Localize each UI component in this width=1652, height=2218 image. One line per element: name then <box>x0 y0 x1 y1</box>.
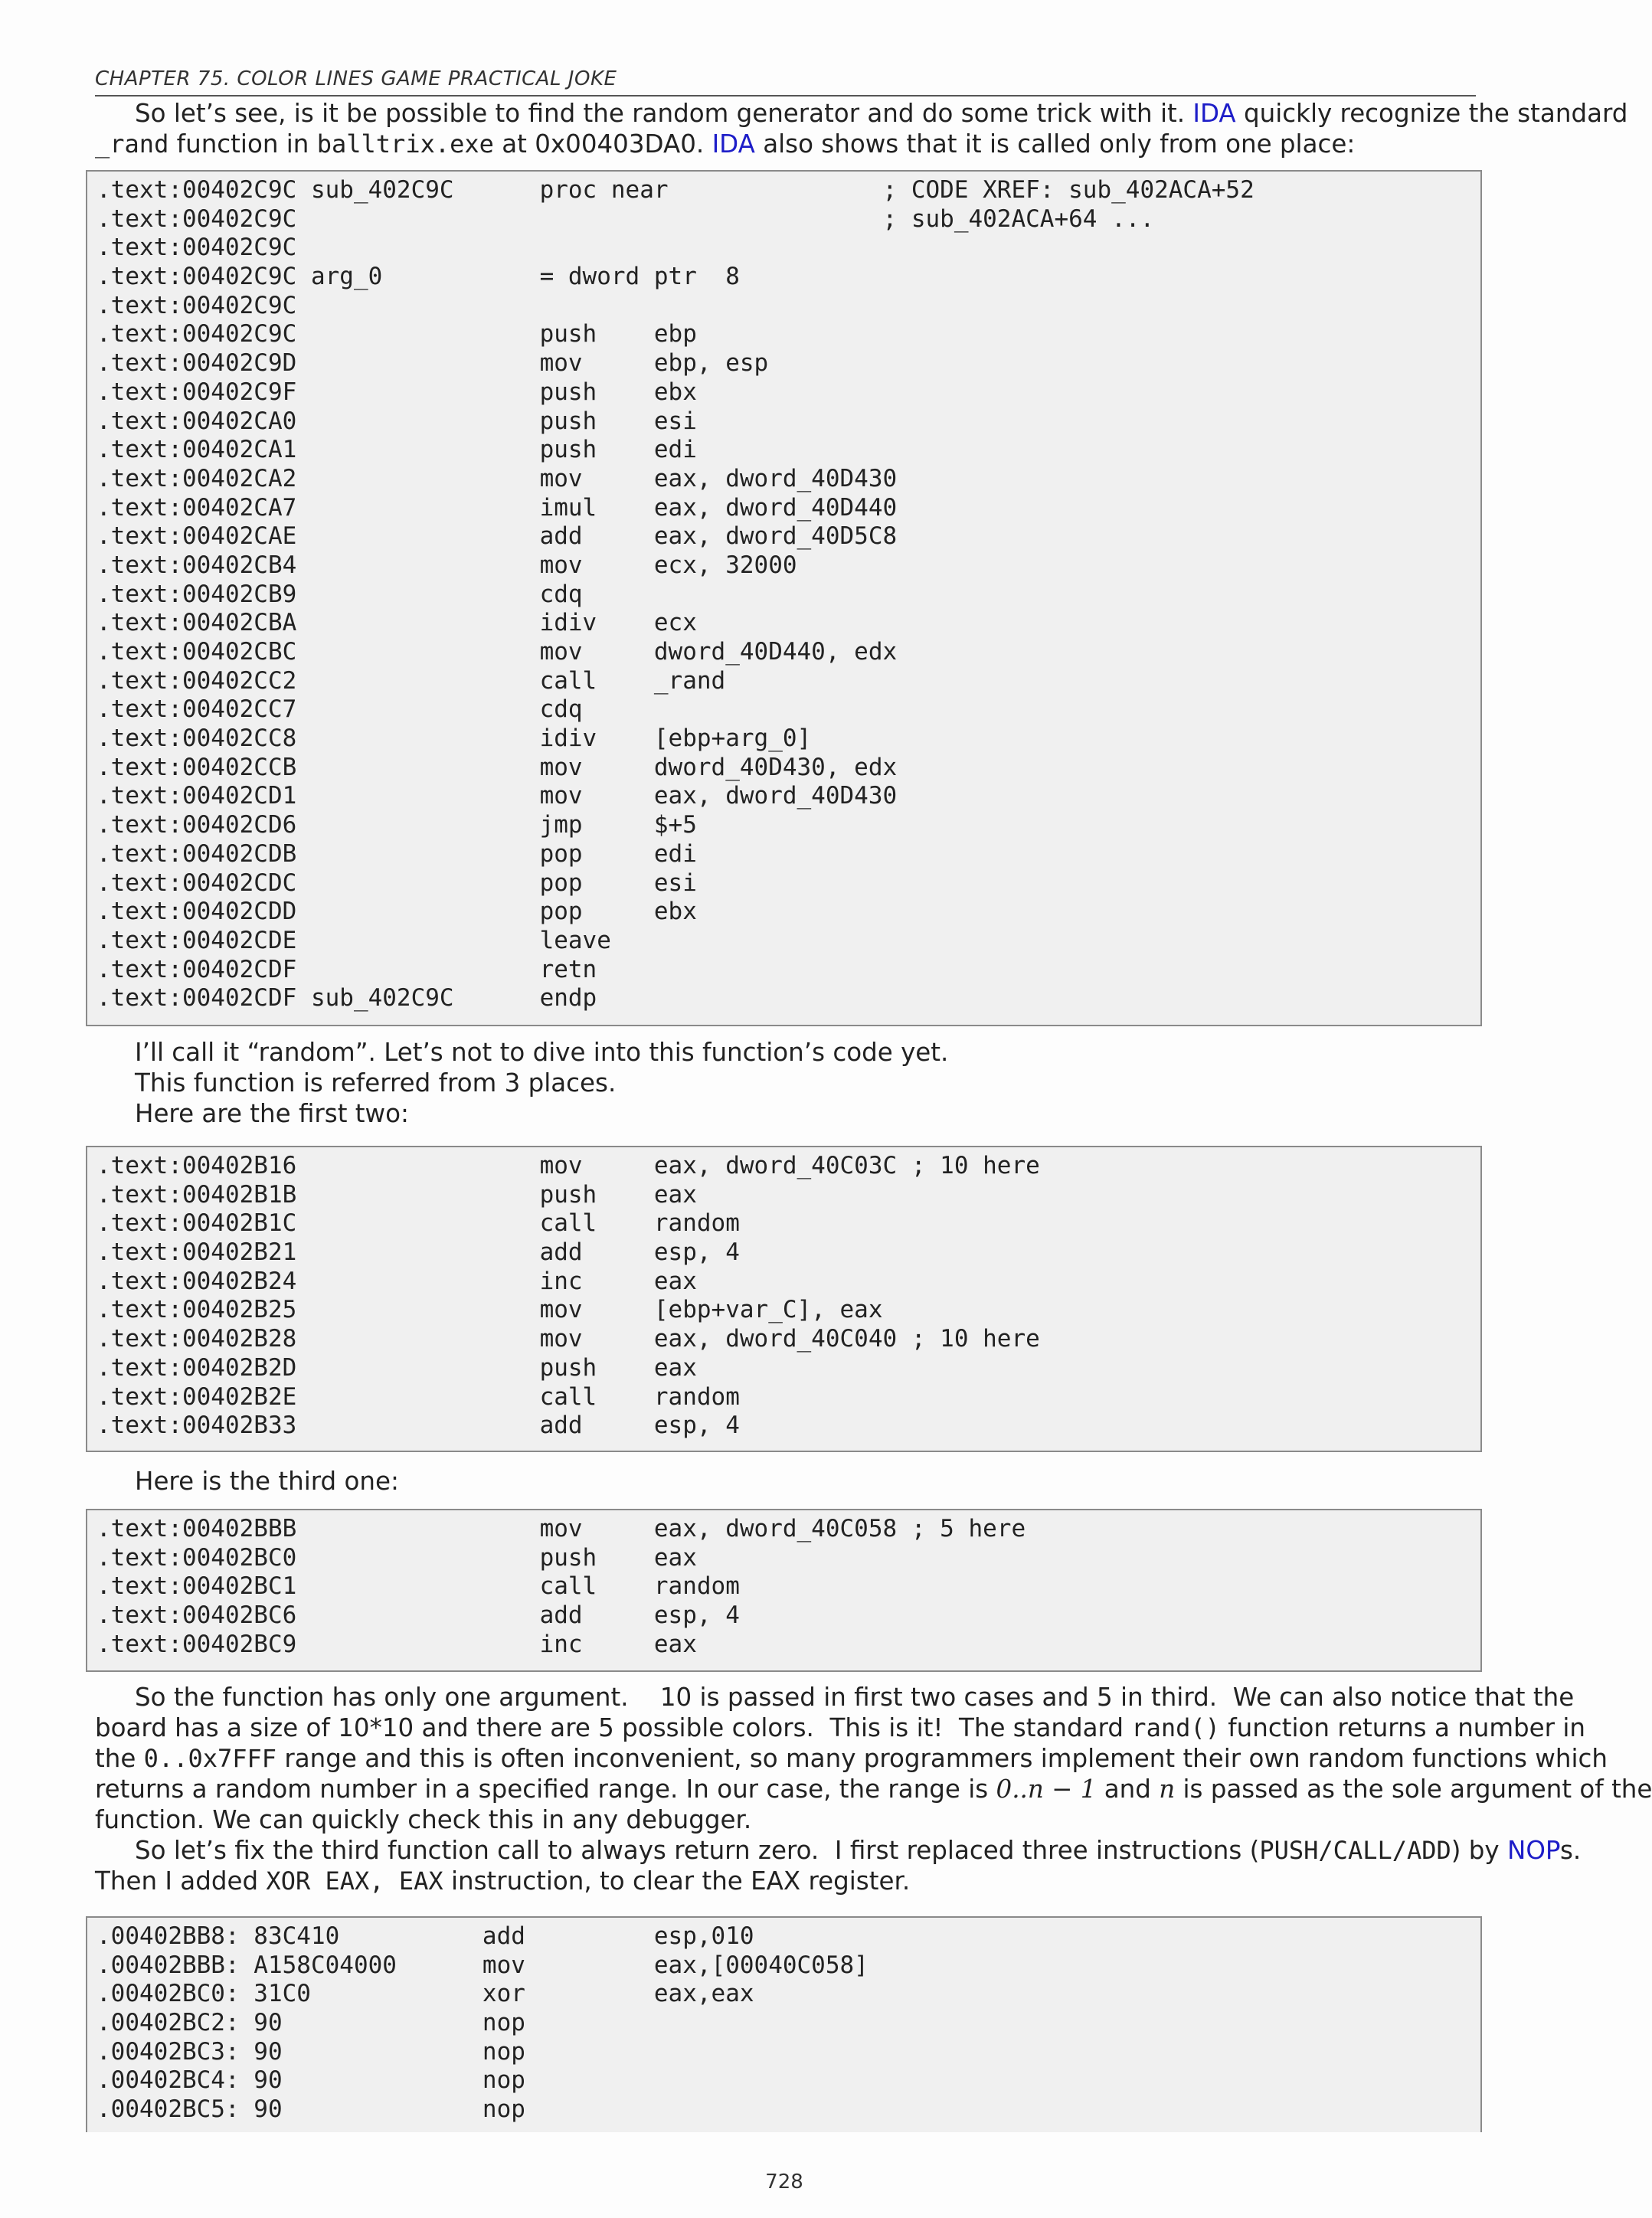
text-span: is passed as the sole argument of the <box>1175 1775 1652 1804</box>
text-span: returns a random number in a specified range. In our case, the range is <box>95 1775 996 1804</box>
intro-paragraph <box>95 98 1628 159</box>
paragraph-line: Here is the third one: <box>135 1467 399 1496</box>
code-line: .00402BC0: 31C0 xor eax,eax <box>97 1980 754 2008</box>
ida-link[interactable]: IDA <box>1192 99 1236 128</box>
code-line: .text:00402CA7 imul eax, dword_40D440 <box>97 493 898 522</box>
code-line: .text:00402B28 mov eax, dword_40C040 ; 10 here <box>97 1325 1040 1353</box>
code-line: .text:00402C9C ; sub_402ACA+64 ... <box>97 204 1155 233</box>
fix-paragraph <box>95 1835 1582 1896</box>
paragraph-line: Here are the first two: <box>135 1099 409 1128</box>
paragraph-line <box>95 1835 1582 1866</box>
paragraph-line <box>95 1866 1476 1896</box>
code-line: .text:00402CA1 push edi <box>97 436 697 464</box>
instructions-code: PUSH/CALL/ADD <box>1259 1836 1451 1865</box>
code-line: .text:00402CC2 call _rand <box>97 666 726 695</box>
code-line: .text:00402C9C arg_0 = dword ptr 8 <box>97 263 740 291</box>
code-line: .00402BC4: 90 nop <box>97 2066 525 2095</box>
code-line: .text:00402B16 mov eax, dword_40C03C ; 10 here <box>97 1152 1040 1179</box>
code-line: .text:00402CD6 jmp $+5 <box>97 811 697 839</box>
text-span: quickly recognize the standard <box>1235 99 1628 128</box>
code-line: .text:00402C9D mov ebp, esp <box>97 349 769 378</box>
code-line: .text:00402CDF retn <box>97 955 597 983</box>
code-line: .text:00402CDD pop ebx <box>97 898 697 926</box>
code-line: .text:00402CC7 cdq <box>97 695 583 724</box>
text-span: . <box>695 129 712 159</box>
code-line: .text:00402B25 mov [ebp+var_C], eax <box>97 1296 883 1324</box>
text-span: So let’s see, is it be possible to find the random generator and do some trick with it. <box>135 99 1193 128</box>
text-span: function returns a number in <box>1219 1713 1585 1742</box>
code-line: .text:00402C9C sub_402C9C proc near ; CODE XREF: sub_402ACA+52 <box>97 176 1255 204</box>
code-line: .text:00402CDC pop esi <box>97 869 697 897</box>
text-span: and <box>1096 1775 1160 1804</box>
text-span: the <box>95 1744 144 1773</box>
code-line: .text:00402C9C <box>97 234 297 262</box>
code-line: .text:00402C9C <box>97 291 297 319</box>
code-line: .text:00402CCB mov dword_40D430, edx <box>97 753 898 781</box>
paragraph-line: I’ll call it “random”. Let’s not to dive into this function’s code yet. <box>135 1038 949 1067</box>
paragraph-line <box>95 1743 1608 1774</box>
text-span: at <box>493 129 535 159</box>
code-line: .text:00402CC8 idiv [ebp+arg_0] <box>97 725 812 753</box>
code-line: .text:00402BBB mov eax, dword_40C058 ; 5 here <box>97 1515 1026 1542</box>
xor-code: XOR EAX, EAX <box>266 1866 443 1896</box>
code-listing-random-function <box>86 170 1482 1026</box>
random-paragraph <box>95 1037 1476 1129</box>
code-line: .text:00402B21 add esp, 4 <box>97 1238 740 1267</box>
code-line: .00402BBB: A158C04000 mov eax,[00040C058] <box>97 1951 869 1979</box>
code-line: .text:00402CBA idiv ecx <box>97 609 697 637</box>
code-line: .text:00402C9C push ebp <box>97 320 697 348</box>
code-listing-first-two-calls <box>86 1146 1482 1452</box>
rand-code: _rand <box>95 129 169 159</box>
code-line: .text:00402B33 add esp, 4 <box>97 1412 740 1440</box>
text-span: Then I added <box>95 1866 267 1896</box>
paragraph-line: function. We can quickly check this in any debugger. <box>95 1805 752 1834</box>
rand-call-code: rand() <box>1131 1713 1220 1742</box>
text-span: also shows that it is called only from one place: <box>754 129 1356 159</box>
text-span: instruction, to clear the EAX register. <box>443 1866 911 1896</box>
range-math: 0..n − 1 <box>996 1775 1097 1804</box>
paragraph-line <box>95 1713 1585 1743</box>
third-paragraph <box>95 1466 1476 1497</box>
code-line: .text:00402B1C call random <box>97 1209 740 1238</box>
code-line: .text:00402CD1 mov eax, dword_40D430 <box>97 782 898 810</box>
analysis-paragraph <box>95 1682 1652 1835</box>
paragraph-line <box>95 129 1476 159</box>
code-line: .text:00402CDB pop edi <box>97 839 697 868</box>
code-line: .00402BC5: 90 nop <box>97 2095 525 2124</box>
code-line: .00402BC3: 90 nop <box>97 2037 525 2066</box>
exe-code: balltrix.exe <box>316 129 494 159</box>
code-line: .00402BC2: 90 nop <box>97 2009 525 2037</box>
code-line: .text:00402B24 inc eax <box>97 1267 697 1295</box>
text-span: So let’s fix the third function call to always return zero. I first replaced three instructions ( <box>135 1836 1260 1865</box>
code-line: .text:00402CA0 push esi <box>97 407 697 435</box>
paragraph-line: So the function has only one argument. 10 is passed in first two cases and 5 in third. We can also notice that the <box>135 1683 1575 1712</box>
code-listing-patched <box>86 1916 1482 2132</box>
code-line: .text:00402BC0 push eax <box>97 1543 697 1572</box>
code-line: .text:00402BC6 add esp, 4 <box>97 1601 740 1630</box>
paragraph-line <box>95 98 1628 129</box>
address-text: 0x00403DA0 <box>535 129 696 159</box>
code-line: .text:00402CB9 cdq <box>97 580 583 608</box>
code-line: .text:00402BC1 call random <box>97 1572 740 1601</box>
code-line: .text:00402CB4 mov ecx, 32000 <box>97 551 797 579</box>
code-line: .text:00402C9F push ebx <box>97 378 697 406</box>
code-line: .text:00402CAE add eax, dword_40D5C8 <box>97 522 898 551</box>
text-span: ) by <box>1451 1836 1508 1865</box>
code-listing-third-call <box>86 1509 1482 1672</box>
code-line: .text:00402CA2 mov eax, dword_40D430 <box>97 464 898 492</box>
range-code: 0..0x7FFF <box>143 1744 277 1773</box>
code-line: .text:00402B2E call random <box>97 1382 740 1411</box>
text-span: range and this is often inconvenient, so many programmers implement their own random functions which <box>276 1744 1608 1773</box>
text-span: function in <box>168 129 317 159</box>
page-number: 728 <box>765 2171 803 2193</box>
code-line: .text:00402CDF sub_402C9C endp <box>97 984 597 1012</box>
n-math: n <box>1159 1775 1176 1804</box>
code-line: .text:00402B1B push eax <box>97 1180 697 1209</box>
text-span: board has a size of 10*10 and there are 5 possible colors. This is it! The standard <box>95 1713 1132 1742</box>
ida-link[interactable]: IDA <box>712 129 755 159</box>
code-line: .text:00402B2D push eax <box>97 1353 697 1382</box>
code-line: .text:00402BC9 inc eax <box>97 1630 697 1658</box>
nop-link[interactable]: NOP <box>1507 1836 1560 1865</box>
paragraph-line <box>95 1774 1652 1804</box>
header-rule <box>95 95 1476 97</box>
paragraph-line: This function is referred from 3 places. <box>135 1068 617 1098</box>
chapter-header: CHAPTER 75. COLOR LINES GAME PRACTICAL JOKE <box>95 67 617 90</box>
text-span: s. <box>1559 1836 1582 1865</box>
code-line: .text:00402CBC mov dword_40D440, edx <box>97 638 898 666</box>
code-line: .00402BB8: 83C410 add esp,010 <box>97 1922 754 1950</box>
code-line: .text:00402CDE leave <box>97 926 611 954</box>
